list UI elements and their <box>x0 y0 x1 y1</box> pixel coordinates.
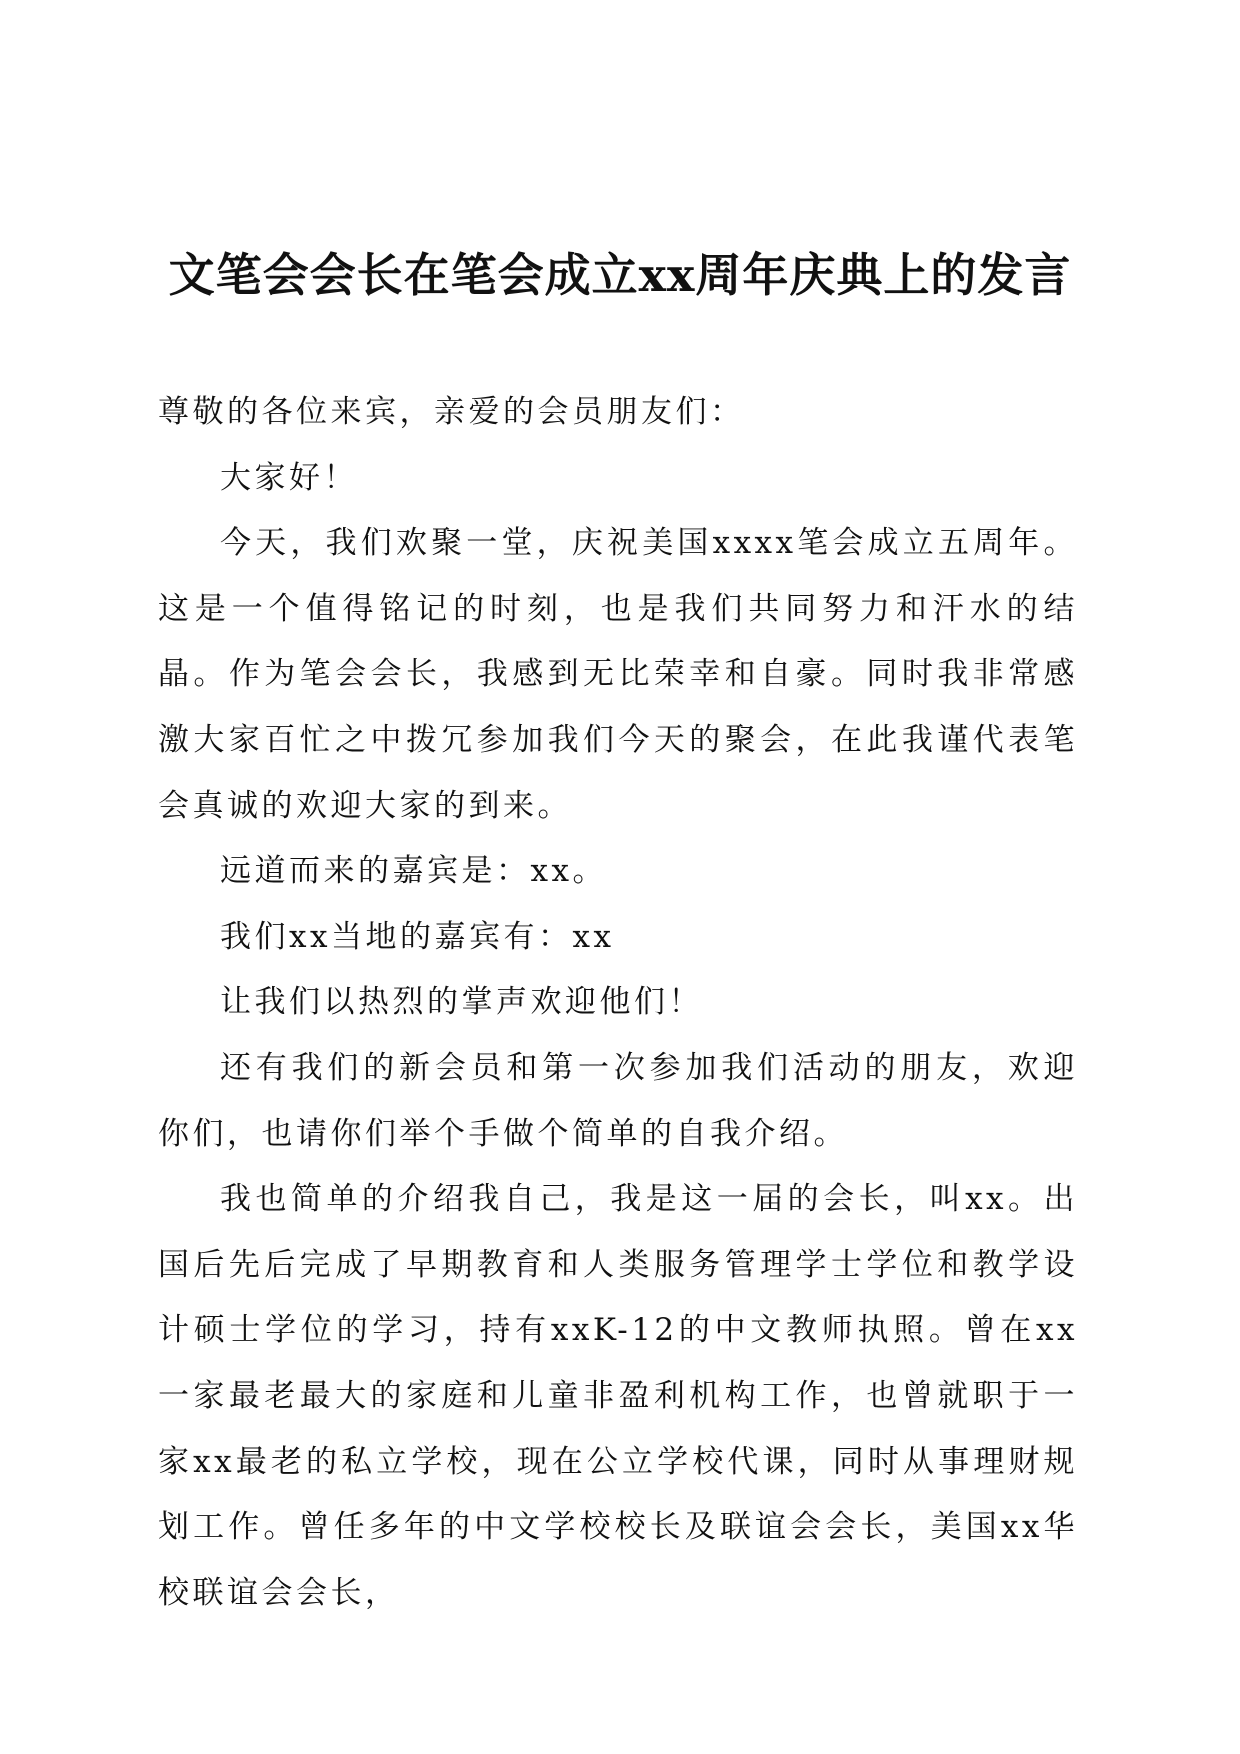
opening-paragraph: 今天，我们欢聚一堂，庆祝美国xxxx笔会成立五周年。这是一个值得铭记的时刻，也是我们共同努力和汗水的结晶。作为笔会会长，我感到无比荣幸和自豪。同时我非常感激大家百忙之中拨冗参加我们今天的聚会，在此我谨代表笔会真诚的欢迎大家的到来。 <box>158 525 1078 824</box>
distant-guests-paragraph: 远道而来的嘉宾是：xx。 <box>220 853 607 890</box>
applause-paragraph: 让我们以热烈的掌声欢迎他们！ <box>220 984 703 1021</box>
salutation-paragraph: 尊敬的各位来宾，亲爱的会员朋友们： <box>158 394 745 430</box>
document-body <box>158 380 1078 1626</box>
greeting-paragraph: 大家好！ <box>220 459 358 496</box>
local-guests-paragraph: 我们xx当地的嘉宾有：xx <box>220 918 615 955</box>
new-members-paragraph: 还有我们的新会员和第一次参加我们活动的朋友，欢迎你们，也请你们举个手做个简单的自我介绍。 <box>158 1049 1078 1152</box>
self-introduction-paragraph: 我也简单的介绍我自己，我是这一届的会长，叫xx。出国后先后完成了早期教育和人类服务管理学士学位和教学设计硕士学位的学习，持有xxK-12的中文教师执照。曾在xx一家最老最大的家庭和儿童非盈利机构工作，也曾就职于一家xx最老的私立学校，现在公立学校代课，同时从事理财规划工作。曾任多年的中文学校校长及联谊会会长，美国xx华校联谊会会长， <box>158 1181 1078 1611</box>
document-title: 文笔会会长在笔会成立xx周年庆典上的发言 <box>168 248 1072 302</box>
